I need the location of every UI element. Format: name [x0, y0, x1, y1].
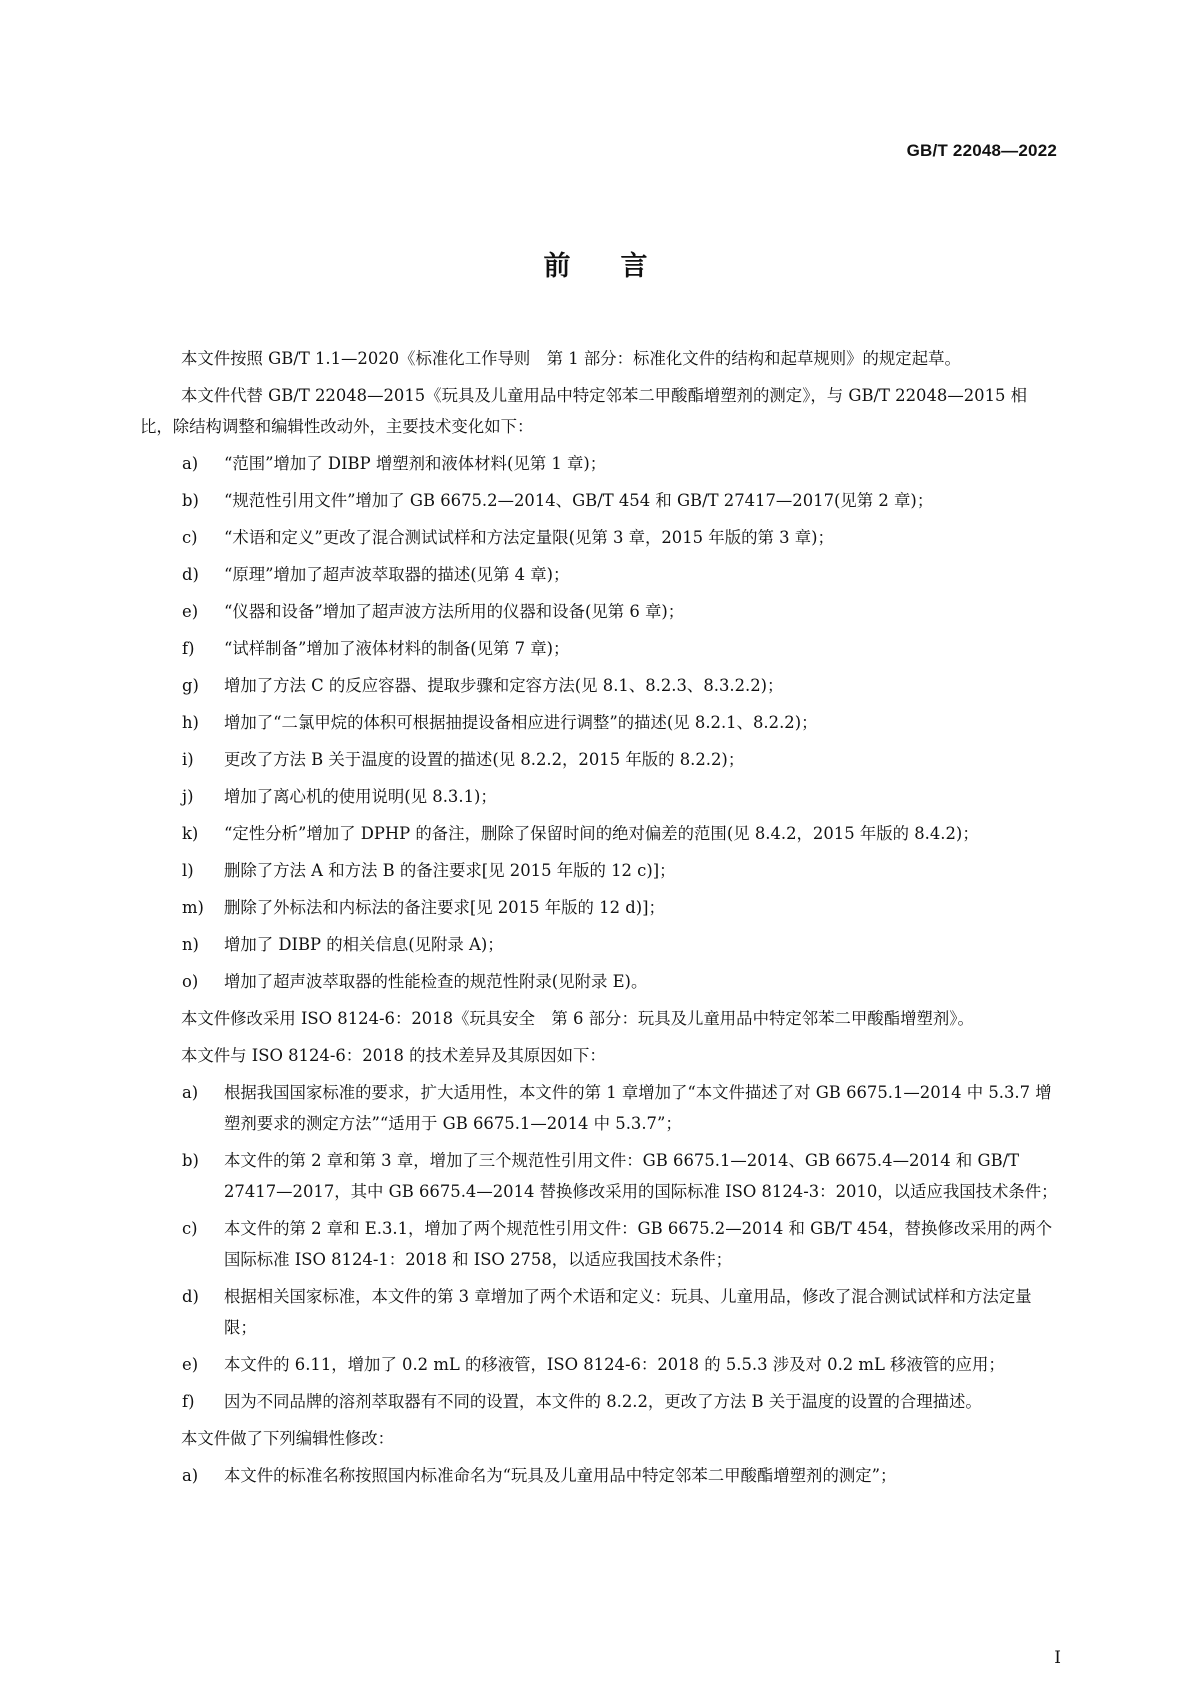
list-item [140, 1460, 1058, 1491]
list-item-label: f) [182, 639, 195, 658]
technical-differences-list [140, 1077, 1058, 1417]
paragraph-editorial-intro: 本文件做了下列编辑性修改： [181, 1429, 395, 1448]
list-item [140, 485, 1058, 516]
list-item-label: d) [182, 1287, 199, 1306]
list-item-label: a) [182, 454, 199, 473]
list-item-text: “试样制备”增加了液体材料的制备(见第 7 章)； [224, 639, 570, 658]
list-item-text: “范围”增加了 DIBP 增塑剂和液体材料(见第 1 章)； [224, 454, 607, 473]
list-item-label: c) [182, 528, 198, 547]
list-item-label: a) [182, 1466, 199, 1485]
list-item-text: 删除了外标法和内标法的备注要求[见 2015 年版的 12 d)]； [224, 898, 665, 917]
list-item-text: 增加了方法 C 的反应容器、提取步骤和定容方法(见 8.1、8.2.3、8.3.2.2)； [224, 676, 784, 695]
editorial-changes-list [140, 1460, 1058, 1491]
list-item [140, 744, 1058, 775]
list-item-label: c) [182, 1219, 198, 1238]
list-item-text: 增加了离心机的使用说明(见 8.3.1)； [224, 787, 497, 806]
list-item-label: e) [182, 1355, 199, 1374]
list-item [140, 781, 1058, 812]
list-item [140, 1386, 1058, 1417]
list-item-label: i) [182, 750, 194, 769]
list-item [140, 448, 1058, 479]
list-item-label: b) [182, 491, 199, 510]
list-item [140, 1213, 1058, 1275]
list-item-label: m) [182, 898, 204, 917]
list-item-label: g) [182, 676, 199, 695]
paragraph-adoption: 本文件修改采用 ISO 8124-6：2018《玩具安全 第 6 部分：玩具及儿童用品中特定邻苯二甲酸酯增塑剂》。 [181, 1009, 974, 1028]
paragraph-replacement: 本文件代替 GB/T 22048—2015《玩具及儿童用品中特定邻苯二甲酸酯增塑剂的测定》，与 GB/T 22048—2015 相比，除结构调整和编辑性改动外，主要技术变化如下： [140, 386, 1028, 436]
list-item-label: a) [182, 1083, 199, 1102]
list-item-text: “原理”增加了超声波萃取器的描述(见第 4 章)； [224, 565, 570, 584]
paragraph-drafting-basis: 本文件按照 GB/T 1.1—2020《标准化工作导则 第 1 部分：标准化文件的结构和起草规则》的规定起草。 [181, 349, 961, 368]
list-item-label: f) [182, 1392, 195, 1411]
list-item [140, 596, 1058, 627]
list-item [140, 1281, 1058, 1343]
technical-changes-list [140, 448, 1058, 997]
document-body [140, 343, 1058, 1497]
list-item [140, 855, 1058, 886]
list-item-text: 增加了“二氯甲烷的体积可根据抽提设备相应进行调整”的描述(见 8.2.1、8.2.2)； [224, 713, 818, 732]
list-item-label: e) [182, 602, 199, 621]
list-item [140, 670, 1058, 701]
list-item [140, 818, 1058, 849]
list-item-text: 本文件的第 2 章和 E.3.1，增加了两个规范性引用文件：GB 6675.2—2014 和 GB/T 454，替换修改采用的两个国际标准 ISO 8124-1：2018 和 ISO 2758，以适应我国技术条件； [224, 1219, 1053, 1269]
list-item-label: n) [182, 935, 199, 954]
list-item-label: j) [182, 787, 194, 806]
list-item [140, 633, 1058, 664]
list-item-text: 本文件的标准名称按照国内标准命名为“玩具及儿童用品中特定邻苯二甲酸酯增塑剂的测定”； [224, 1466, 897, 1485]
list-item-label: h) [182, 713, 199, 732]
paragraph-differences-intro: 本文件与 ISO 8124-6：2018 的技术差异及其原因如下： [181, 1046, 606, 1065]
list-item [140, 707, 1058, 738]
list-item [140, 892, 1058, 923]
list-item [140, 929, 1058, 960]
list-item-label: o) [182, 972, 199, 991]
list-item-text: 本文件的 6.11，增加了 0.2 mL 的移液管，ISO 8124-6：2018 的 5.5.3 涉及对 0.2 mL 移液管的应用； [224, 1355, 1005, 1374]
list-item-text: “定性分析”增加了 DPHP 的备注，删除了保留时间的绝对偏差的范围(见 8.4.2，2015 年版的 8.4.2)； [224, 824, 979, 843]
list-item-text: “规范性引用文件”增加了 GB 6675.2—2014、GB/T 454 和 GB/T 27417—2017(见第 2 章)； [224, 491, 934, 510]
list-item-text: 删除了方法 A 和方法 B 的备注要求[见 2015 年版的 12 c)]； [224, 861, 676, 880]
list-item-text: 因为不同品牌的溶剂萃取器有不同的设置，本文件的 8.2.2，更改了方法 B 关于温度的设置的合理描述。 [224, 1392, 982, 1411]
list-item-text: 根据我国国家标准的要求，扩大适用性，本文件的第 1 章增加了“本文件描述了对 GB 6675.1—2014 中 5.3.7 增塑剂要求的测定方法”“适用于 GB 6675.1—2014 中 5.3.7”； [224, 1083, 1052, 1133]
page-number: I [1054, 1648, 1061, 1668]
list-item [140, 522, 1058, 553]
list-item-label: l) [182, 861, 194, 880]
list-item-text: 本文件的第 2 章和第 3 章，增加了三个规范性引用文件：GB 6675.1—2014、GB 6675.4—2014 和 GB/T 27417—2017，其中 GB 6675.4—2014 替换修改采用的国际标准 ISO 8124-3：2010，以适应我国技术条件； [224, 1151, 1058, 1201]
list-item-text: 增加了超声波萃取器的性能检查的规范性附录(见附录 E)。 [224, 972, 648, 991]
list-item [140, 966, 1058, 997]
list-item-text: 增加了 DIBP 的相关信息(见附录 A)； [224, 935, 504, 954]
list-item-label: k) [182, 824, 199, 843]
list-item-text: 更改了方法 B 关于温度的设置的描述(见 8.2.2，2015 年版的 8.2.2)； [224, 750, 745, 769]
list-item [140, 1077, 1058, 1139]
list-item-text: 根据相关国家标准，本文件的第 3 章增加了两个术语和定义：玩具、儿童用品，修改了混合测试试样和方法定量限； [224, 1287, 1032, 1337]
document-code: GB/T 22048—2022 [906, 141, 1057, 160]
list-item [140, 559, 1058, 590]
list-item-text: “术语和定义”更改了混合测试试样和方法定量限(见第 3 章，2015 年版的第 3 章)； [224, 528, 834, 547]
list-item-text: “仪器和设备”增加了超声波方法所用的仪器和设备(见第 6 章)； [224, 602, 685, 621]
list-item [140, 1349, 1058, 1380]
list-item-label: b) [182, 1151, 199, 1170]
list-item [140, 1145, 1058, 1207]
list-item-label: d) [182, 565, 199, 584]
page-title: 前言 [543, 251, 698, 282]
